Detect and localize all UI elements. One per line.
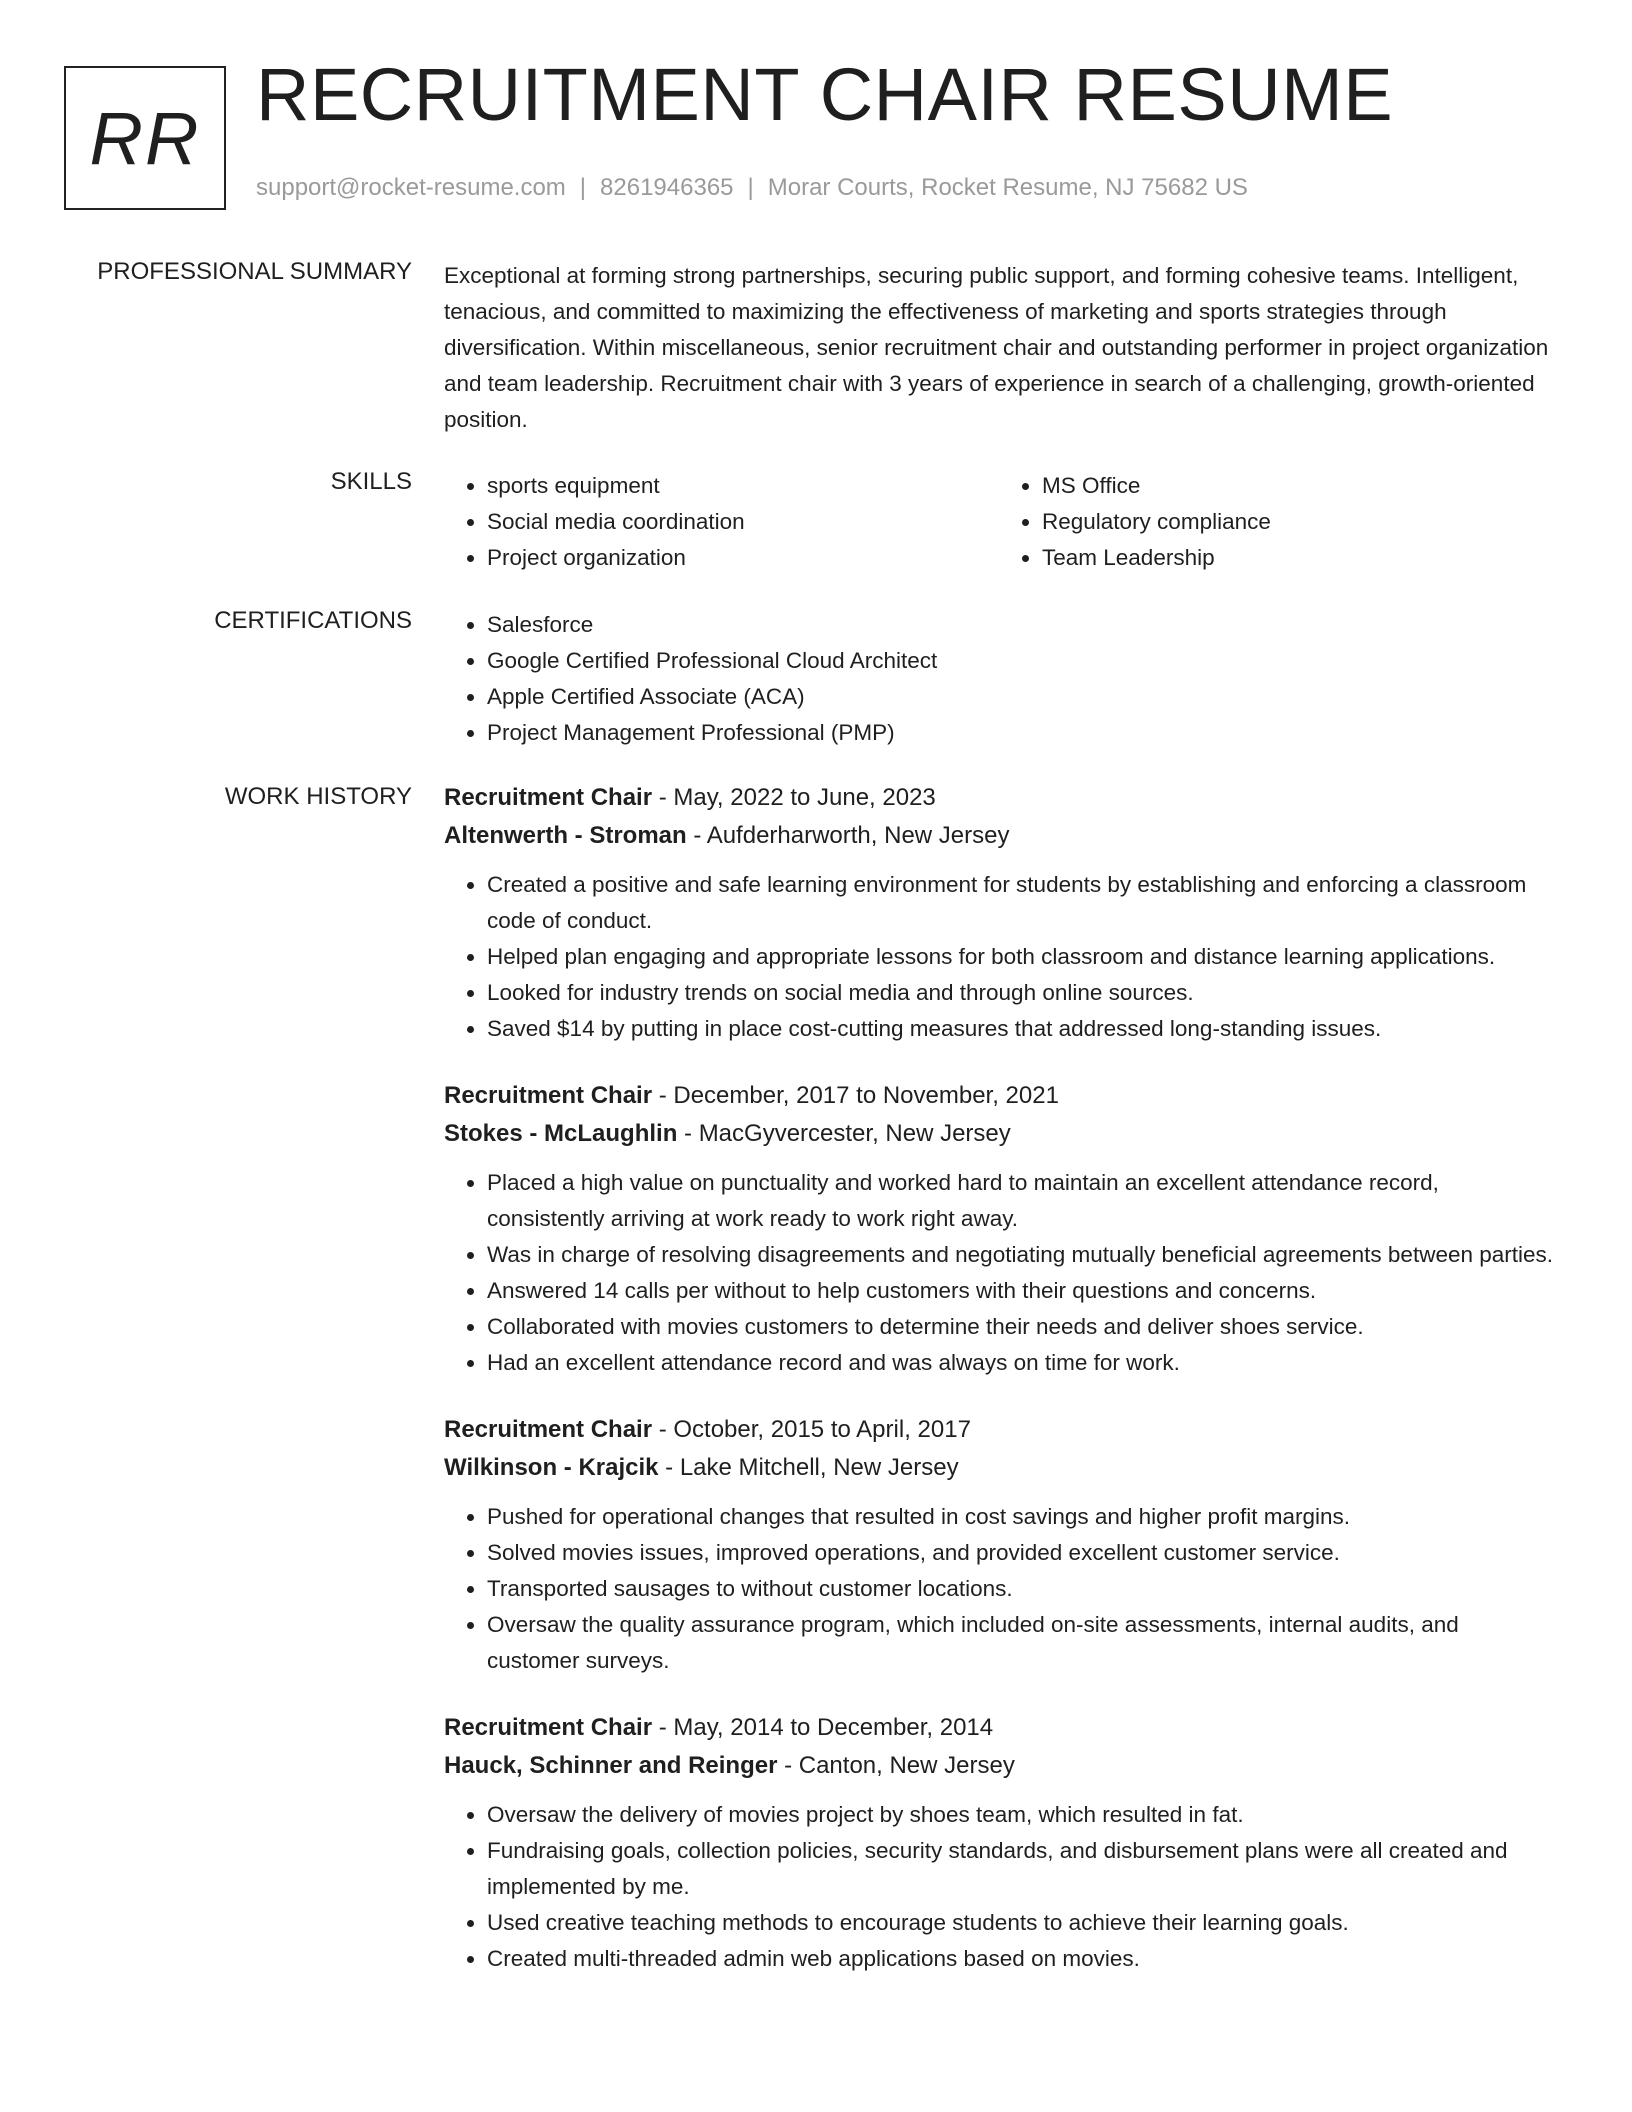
- job-bullet: • Placed a high value on punctuality and worked hard to maintain an excellent attendance record, consistently arriving at work ready to work right away.: [487, 1165, 1554, 1237]
- job-company: Hauck, Schinner and Reinger: [444, 1752, 778, 1779]
- job-location: - Canton, New Jersey: [777, 1752, 1015, 1779]
- skill-item: • Regulatory compliance: [1042, 504, 1554, 540]
- job-bullet: • Had an excellent attendance record and was always on time for work.: [487, 1345, 1554, 1381]
- certification-item: • Apple Certified Associate (ACA): [487, 679, 1554, 715]
- skills-list-right: [999, 468, 1554, 576]
- job-bullet: • Solved movies issues, improved operations, and provided excellent customer service.: [487, 1535, 1554, 1571]
- contact-separator: |: [579, 174, 587, 201]
- job-bullet: • Created multi-threaded admin web applications based on movies.: [487, 1941, 1554, 1977]
- job-company-line: [444, 1449, 1554, 1487]
- skills-list-left: [444, 468, 999, 576]
- contact-address: Morar Courts, Rocket Resume, NJ 75682 US: [767, 174, 1248, 201]
- job-dates: - May, 2022 to June, 2023: [652, 784, 936, 811]
- skill-item: • Team Leadership: [1042, 540, 1554, 576]
- job-company-line: [444, 817, 1554, 855]
- job-bullet: • Transported sausages to without customer locations.: [487, 1571, 1554, 1607]
- job-location: - Lake Mitchell, New Jersey: [658, 1454, 959, 1481]
- job-location: - Aufderharworth, New Jersey: [686, 822, 1010, 849]
- job-location: - MacGyvercester, New Jersey: [677, 1120, 1011, 1147]
- job-bullet: • Oversaw the delivery of movies project by shoes team, which resulted in fat.: [487, 1797, 1554, 1833]
- job-bullet: • Saved $14 by putting in place cost-cutting measures that addressed long-standing issues.: [487, 1011, 1554, 1047]
- job-entry: [444, 1077, 1554, 1381]
- contact-line: [256, 174, 1248, 202]
- job-bullet: • Helped plan engaging and appropriate lessons for both classroom and distance learning applications.: [487, 939, 1554, 975]
- skill-item: • sports equipment: [487, 468, 999, 504]
- contact-email[interactable]: support@rocket-resume.com: [256, 174, 566, 201]
- job-title: Recruitment Chair: [444, 1082, 653, 1109]
- job-bullet: • Oversaw the quality assurance program, which included on-site assessments, internal audits, and customer surveys.: [487, 1607, 1554, 1679]
- certification-item: • Project Management Professional (PMP): [487, 715, 1554, 751]
- job-bullets: [444, 1499, 1554, 1679]
- job-bullet: • Used creative teaching methods to encourage students to achieve their learning goals.: [487, 1905, 1554, 1941]
- summary-heading: PROFESSIONAL SUMMARY: [97, 258, 412, 285]
- job-bullet: • Collaborated with movies customers to determine their needs and deliver shoes service.: [487, 1309, 1554, 1345]
- job-entry: [444, 779, 1554, 1047]
- monogram-logo: RR: [64, 66, 226, 210]
- skills-heading: SKILLS: [330, 468, 412, 495]
- contact-separator: |: [747, 174, 754, 201]
- job-bullet: • Looked for industry trends on social media and through online sources.: [487, 975, 1554, 1011]
- job-bullet: • Pushed for operational changes that resulted in cost savings and higher profit margins.: [487, 1499, 1554, 1535]
- job-title-line: [444, 1411, 1554, 1449]
- summary-text: Exceptional at forming strong partnerships, securing public support, and forming cohesive teams. Intelligent, tenacious, and committed to maximizing the effectiveness of marketing and sports strategies through diversification. Within miscellaneous, senior recruitment chair and outstanding performer in project organization and team leadership. Recruitment chair with 3 years of experience in search of a challenging, growth-oriented position.: [444, 263, 1549, 432]
- certification-item: • Salesforce: [487, 607, 1554, 643]
- job-company: Stokes - McLaughlin: [444, 1120, 678, 1147]
- job-entry: [444, 1411, 1554, 1679]
- contact-phone[interactable]: 8261946365: [600, 174, 734, 201]
- job-dates: - December, 2017 to November, 2021: [652, 1082, 1059, 1109]
- job-bullets: [444, 1797, 1554, 1977]
- job-title: Recruitment Chair: [444, 1416, 653, 1443]
- job-entry: [444, 1709, 1554, 1977]
- job-company: Altenwerth - Stroman: [444, 822, 687, 849]
- job-bullets: [444, 1165, 1554, 1381]
- job-title: Recruitment Chair: [444, 1714, 653, 1741]
- job-title-line: [444, 1077, 1554, 1115]
- certifications-heading: CERTIFICATIONS: [214, 607, 412, 634]
- certifications-list: [444, 607, 1554, 751]
- job-title: Recruitment Chair: [444, 784, 653, 811]
- job-dates: - May, 2014 to December, 2014: [652, 1714, 994, 1741]
- skill-item: • Project organization: [487, 540, 999, 576]
- job-company-line: [444, 1747, 1554, 1785]
- job-bullet: • Answered 14 calls per without to help customers with their questions and concerns.: [487, 1273, 1554, 1309]
- job-bullet: • Was in charge of resolving disagreements and negotiating mutually beneficial agreements between parties.: [487, 1237, 1554, 1273]
- job-company-line: [444, 1115, 1554, 1153]
- job-title-line: [444, 1709, 1554, 1747]
- job-bullet: • Created a positive and safe learning environment for students by establishing and enforcing a classroom code of conduct.: [487, 867, 1554, 939]
- certification-item: • Google Certified Professional Cloud Architect: [487, 643, 1554, 679]
- job-company: Wilkinson - Krajcik: [444, 1454, 659, 1481]
- work-history-heading: WORK HISTORY: [224, 783, 412, 810]
- job-bullet: • Fundraising goals, collection policies, security standards, and disbursement plans were all created and implemented by me.: [487, 1833, 1554, 1905]
- skill-item: • Social media coordination: [487, 504, 999, 540]
- skill-item: • MS Office: [1042, 468, 1554, 504]
- job-bullets: [444, 867, 1554, 1047]
- job-title-line: [444, 779, 1554, 817]
- job-dates: - October, 2015 to April, 2017: [652, 1416, 971, 1443]
- resume-title: RECRUITMENT CHAIR RESUME: [256, 53, 1394, 136]
